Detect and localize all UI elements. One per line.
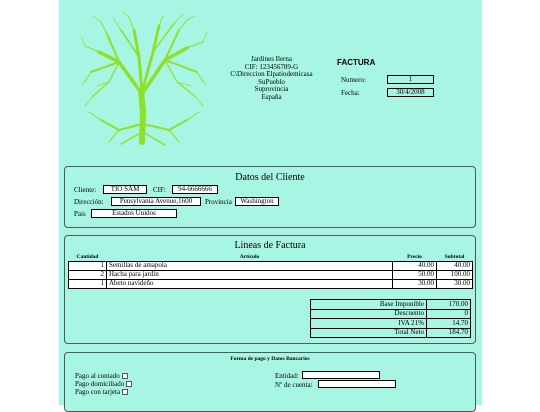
company-cif: CIF: 123456789-G — [244, 62, 299, 71]
cif-label: CIF: — [153, 186, 166, 194]
card-payment-checkbox[interactable] — [122, 389, 128, 395]
entity-input[interactable] — [302, 371, 380, 379]
row-quantity[interactable]: 2 — [69, 270, 107, 279]
company-country: España — [261, 92, 282, 101]
card-payment-option — [75, 388, 128, 396]
direct-debit-label: Pago domiciliado — [75, 380, 125, 388]
header-price: Precio — [407, 254, 422, 261]
invoice-date-label: Fecha: — [341, 89, 360, 97]
lines-header-row — [69, 254, 473, 261]
client-address-field[interactable]: Pensylvania Avenue,1600 — [111, 197, 201, 206]
vat-value[interactable]: 14.70 — [427, 319, 471, 329]
direct-debit-option — [75, 380, 132, 388]
province-label: Provincia — [205, 198, 232, 206]
totals-row — [311, 300, 471, 310]
row-article[interactable]: Hacha para jardín — [107, 270, 393, 279]
invoice-lines-panel — [64, 235, 476, 344]
client-province-field[interactable]: Washington — [235, 197, 279, 206]
row-article[interactable]: Abeto navideño — [107, 279, 393, 288]
invoice-lines-title: Lineas de Factura — [234, 240, 306, 251]
row-subtotal[interactable]: 30.00 — [437, 279, 473, 288]
payment-panel — [64, 352, 476, 412]
header-subtotal: Subtotal — [444, 254, 465, 261]
address-label: Dirección: — [74, 198, 104, 206]
table-row — [69, 279, 473, 288]
totals-row — [311, 319, 471, 329]
row-article[interactable]: Semillas de amapola — [107, 261, 393, 270]
client-label: Cliente: — [74, 186, 97, 194]
row-price[interactable]: 50.00 — [393, 270, 437, 279]
tree-logo-icon — [79, 12, 209, 150]
company-town: SuPueblo — [258, 77, 285, 86]
payment-panel-title: Forma de pago y Datos Bancarios — [230, 356, 310, 362]
account-label: Nº de cuenta: — [275, 381, 313, 389]
tax-base-value[interactable]: 170.00 — [427, 300, 471, 310]
entity-label: Entidad: — [275, 372, 299, 380]
cash-payment-option — [75, 372, 128, 380]
net-total-value[interactable]: 184.70 — [427, 328, 471, 338]
totals-table — [310, 299, 471, 338]
discount-value[interactable]: 0 — [427, 309, 471, 319]
tax-base-label: Base Imponible — [311, 300, 427, 310]
direct-debit-checkbox[interactable] — [126, 381, 132, 387]
company-info — [219, 56, 324, 102]
invoice-lines-table — [68, 254, 473, 289]
client-panel-title: Datos del Cliente — [235, 172, 305, 183]
company-province: Suprovincia — [254, 85, 289, 94]
row-quantity[interactable]: 1 — [69, 261, 107, 270]
row-price[interactable]: 40.00 — [393, 261, 437, 270]
account-number-input[interactable] — [318, 380, 396, 388]
cash-payment-label: Pago al contado — [75, 372, 120, 380]
country-label: Pais — [74, 210, 86, 218]
invoice-date-field[interactable]: 30/4/2008 — [387, 88, 434, 97]
invoice-title: FACTURA — [337, 58, 376, 67]
header-article: Artículo — [239, 254, 260, 261]
client-country-field[interactable]: Estados Unidos — [91, 209, 177, 218]
invoice-number-label: Numero: — [341, 76, 366, 84]
row-price[interactable]: 30.00 — [393, 279, 437, 288]
client-panel — [64, 166, 476, 228]
invoice-number-field[interactable]: 1 — [387, 75, 434, 84]
net-total-label: Total Neto — [311, 328, 427, 338]
company-address: C\Direccion Elpatiodemicasa — [230, 70, 313, 79]
discount-label: Descuento — [311, 309, 427, 319]
invoice-page — [59, 0, 482, 405]
card-payment-label: Pago con tarjeta — [75, 388, 121, 396]
header-quantity: Cantidad — [76, 254, 99, 261]
company-name: Jardines Ilerna — [250, 55, 292, 63]
totals-row — [311, 309, 471, 319]
table-row — [69, 261, 473, 270]
vat-label: IVA 21% — [311, 319, 427, 329]
cash-payment-checkbox[interactable] — [122, 373, 128, 379]
client-name-field[interactable]: TIO SAM — [103, 185, 147, 194]
table-row — [69, 270, 473, 279]
client-cif-field[interactable]: 94-6666666 — [172, 185, 218, 194]
row-subtotal[interactable]: 40.00 — [437, 261, 473, 270]
row-quantity[interactable]: 1 — [69, 279, 107, 288]
row-subtotal[interactable]: 100.00 — [437, 270, 473, 279]
totals-row — [311, 328, 471, 338]
